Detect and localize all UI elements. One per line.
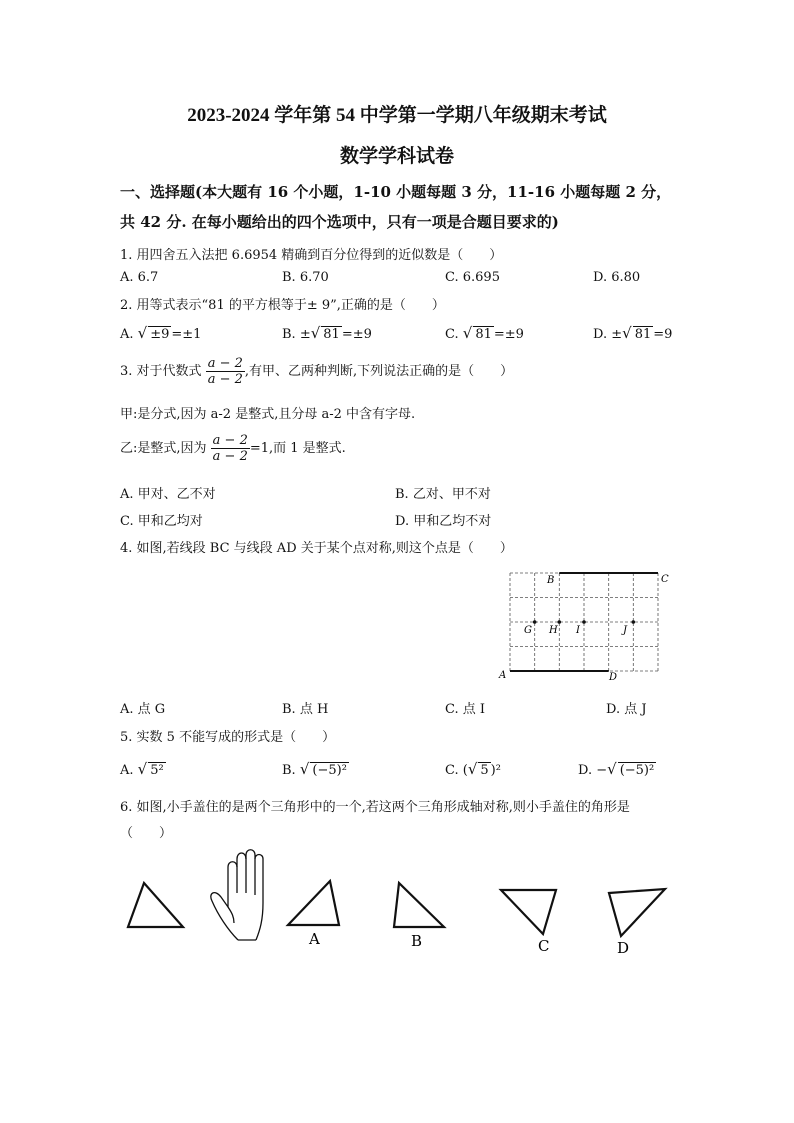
question-4-option-a[interactable]: A. 点 G: [120, 702, 166, 717]
question-6-answer-bracket: （ ）: [120, 826, 173, 841]
question-4-option-b[interactable]: B. 点 H: [282, 702, 329, 717]
label-j: J: [623, 625, 628, 636]
page-subtitle: 数学学科试卷: [339, 146, 454, 167]
statement-jia: 甲:是分式,因为 a-2 是整式,且分母 a-2 中含有字母.: [120, 407, 416, 422]
option-c-prefix: C. (: [445, 763, 468, 778]
question-3-option-a[interactable]: A. 甲对、乙不对: [120, 487, 216, 502]
label-d: D: [609, 672, 618, 683]
label-a: A: [309, 930, 320, 948]
option-d-tail: =9: [653, 327, 673, 342]
question-1-option-c[interactable]: C. 6.695: [445, 270, 500, 285]
yi-suffix: =1,而 1 是整式.: [249, 441, 346, 456]
statement-yi: [120, 433, 346, 464]
stem-prefix: 3. 对于代数式: [120, 364, 202, 379]
question-5-option-a[interactable]: [120, 760, 166, 778]
question-5-option-b[interactable]: [282, 760, 349, 778]
section-heading-line2: 共 42 分. 在每小题给出的四个选项中，只有一项是合题目要求的): [120, 213, 559, 231]
label-i: I: [576, 625, 580, 636]
question-2-option-d[interactable]: [593, 324, 672, 342]
fraction: [211, 433, 250, 464]
sqrt-icon: √: [462, 324, 473, 342]
question-2-option-a[interactable]: [120, 324, 201, 342]
question-2-option-c[interactable]: [445, 324, 524, 342]
triangle-a: [288, 881, 339, 925]
page-title: 2023-2024 学年第 54 中学第一学期八年级期末考试: [187, 105, 607, 126]
question-3-option-b[interactable]: B. 乙对、甲不对: [395, 487, 491, 502]
option-b-tail: =±9: [341, 327, 372, 342]
option-c-tail: )²: [490, 763, 501, 778]
radicand: 5: [480, 763, 489, 778]
stem-suffix: ,有甲、乙两种判断,下列说法正确的是（ ）: [244, 364, 514, 379]
label-a: A: [499, 670, 507, 681]
option-b-prefix: B.: [282, 763, 300, 778]
sqrt-icon: √: [607, 760, 617, 778]
section-heading-line1: 一、选择题(本大题有 16 个小题，1-10 小题每题 3 分，11-16 小题每题 2 分，: [120, 183, 672, 201]
sqrt-icon: √: [310, 324, 321, 342]
triangle-d: [609, 889, 665, 936]
fraction-denominator: a − 2: [212, 449, 248, 464]
point-g: [533, 620, 537, 624]
fraction-numerator: a − 2: [207, 356, 243, 371]
option-d-prefix: D. −: [578, 763, 608, 778]
hand-icon: [211, 850, 263, 940]
radicand: 81: [475, 327, 492, 342]
fraction-denominator: a − 2: [207, 372, 243, 387]
label-c: C: [661, 574, 669, 585]
option-a-prefix: A.: [120, 763, 138, 778]
fraction-numerator: a − 2: [212, 433, 248, 448]
radicand: ±9: [150, 327, 170, 342]
question-1-option-b[interactable]: B. 6.70: [282, 270, 329, 285]
question-4-stem: 4. 如图,若线段 BC 与线段 AD 关于某个点对称,则这个点是（ ）: [120, 541, 513, 556]
question-3-option-d[interactable]: D. 甲和乙均不对: [395, 514, 492, 529]
label-c: C: [538, 937, 550, 955]
triangles-figure: [120, 845, 680, 960]
point-h: [558, 620, 562, 624]
triangle-b: [394, 883, 444, 927]
label-b: B: [411, 932, 423, 950]
question-6-stem: 6. 如图,小手盖住的是两个三角形中的一个,若这两个三角形成轴对称,则小手盖住的角形是: [120, 800, 630, 815]
given-triangle: [128, 883, 183, 927]
sqrt-icon: √: [299, 760, 310, 778]
sqrt-icon: √: [622, 324, 632, 342]
option-b-prefix: B. ±: [282, 327, 311, 342]
question-3-stem: [120, 356, 513, 387]
option-a-prefix: A.: [120, 327, 138, 342]
question-5-stem: 5. 实数 5 不能写成的形式是（ ）: [120, 730, 336, 745]
question-1-stem: 1. 用四舍五入法把 6.6954 精确到百分位得到的近似数是（ ）: [120, 248, 503, 263]
grid-figure: [494, 566, 674, 684]
label-g: G: [524, 625, 532, 636]
question-5-option-c[interactable]: [445, 760, 501, 778]
question-1-option-a[interactable]: A. 6.7: [120, 270, 159, 285]
question-4-option-d[interactable]: D. 点 J: [606, 702, 647, 717]
label-d: D: [617, 939, 630, 957]
triangle-c: [501, 890, 556, 934]
question-3-option-c[interactable]: C. 甲和乙均对: [120, 514, 203, 529]
option-c-tail: =±9: [493, 327, 524, 342]
fraction: [206, 356, 245, 387]
radicand: (−5)²: [312, 763, 347, 778]
sqrt-icon: √: [137, 324, 148, 342]
yi-prefix: 乙:是整式,因为: [120, 441, 207, 456]
sqrt-icon: √: [467, 760, 478, 778]
radicand: 81: [323, 327, 340, 342]
question-5-option-d[interactable]: [578, 760, 656, 778]
option-c-prefix: C.: [445, 327, 463, 342]
point-j: [632, 620, 636, 624]
radicand: (−5)²: [619, 763, 655, 778]
question-1-option-d[interactable]: D. 6.80: [593, 270, 641, 285]
radicand: 81: [634, 327, 652, 342]
question-2-option-b[interactable]: [282, 324, 372, 342]
label-h: H: [549, 625, 558, 636]
label-b: B: [547, 575, 555, 586]
sqrt-icon: √: [137, 760, 148, 778]
option-d-prefix: D. ±: [593, 327, 623, 342]
point-i: [582, 620, 586, 624]
radicand: 5²: [150, 763, 164, 778]
question-2-stem: 2. 用等式表示“81 的平方根等于± 9”,正确的是（ ）: [120, 298, 445, 313]
question-4-option-c[interactable]: C. 点 I: [445, 702, 486, 717]
option-a-tail: =±1: [171, 327, 202, 342]
